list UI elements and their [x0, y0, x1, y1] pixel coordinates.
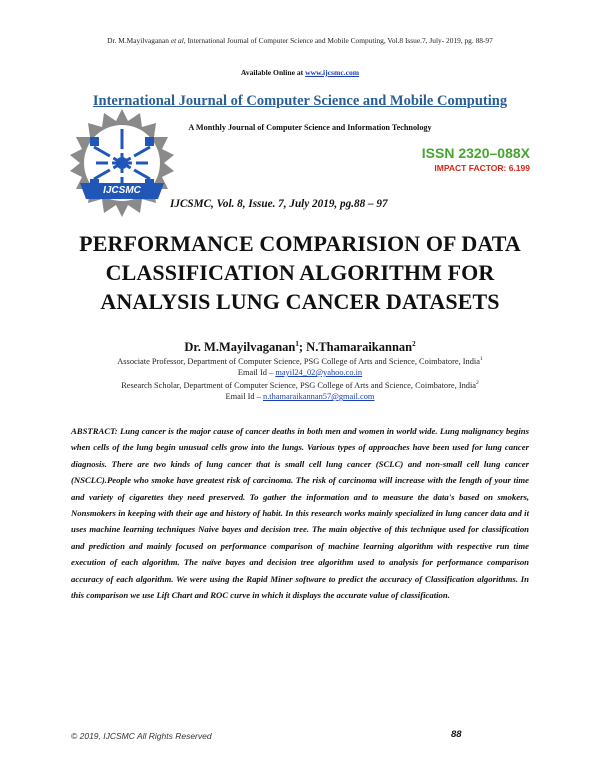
- volume-line: IJCSMC, Vol. 8, Issue. 7, July 2019, pg.88 – 97: [170, 198, 388, 210]
- copyright: © 2019, IJCSMC All Rights Reserved: [71, 731, 212, 741]
- author-line: [0, 340, 600, 355]
- email-1-line: [0, 368, 600, 377]
- running-head: [0, 36, 600, 45]
- author-2-sup: 2: [412, 340, 416, 348]
- paper-title-line-3: ANALYSIS LUNG CANCER DATASETS: [100, 289, 500, 314]
- affiliation-2-text: Research Scholar, Department of Computer Science, PSG College of Arts and Science, Coimbatore, India: [121, 380, 477, 390]
- running-head-citation: , International Journal of Computer Science and Mobile Computing, Vol.8 Issue.7, July- 2019, pg. 88-97: [183, 36, 493, 45]
- page-number: 88: [451, 729, 462, 740]
- available-prefix: Available Online at: [240, 68, 306, 77]
- running-head-etal: et al: [170, 36, 184, 45]
- journal-subtitle: A Monthly Journal of Computer Science and Information Technology: [188, 123, 432, 132]
- logo-text: IJCSMC: [103, 185, 141, 196]
- journal-name: International Journal of Computer Science and Mobile Computing: [92, 93, 508, 109]
- email-2-prefix: Email Id –: [225, 392, 263, 401]
- affiliation-1-sup: 1: [479, 356, 483, 362]
- author-1-sup: 1: [295, 340, 299, 348]
- email-1-prefix: Email Id –: [237, 368, 276, 377]
- journal-website-link[interactable]: www.ijcsmc.com: [305, 68, 360, 77]
- author-1: Dr. M.Mayilvaganan: [184, 340, 296, 355]
- affiliation-1-text: Associate Professor, Department of Computer Science, PSG College of Arts and Science, Coimbatore, India: [117, 356, 480, 366]
- author-2: N.Thamaraikannan: [306, 340, 413, 355]
- affiliation-2: [0, 380, 600, 390]
- paper-title-line-2: CLASSIFICATION ALGORITHM FOR: [105, 260, 495, 285]
- available-online: [0, 68, 600, 77]
- issn: ISSN 2320–088X: [421, 145, 530, 161]
- email-1-link[interactable]: mayil24_02@yahoo.co.in: [275, 368, 363, 377]
- paper-title-line-1: PERFORMANCE COMPARISION OF DATA: [79, 231, 521, 256]
- running-head-authors: Dr. M.Mayilvaganan: [107, 36, 171, 45]
- abstract: ABSTRACT: Lung cancer is the major cause of cancer deaths in both men and women in world wide. Lung malignancy begins when cells of the lung begin unusual cells grow into the lungs. Various types of approaches have been used for lung cancer diagnosis. There are two kinds of lung cancer that is small cell lung cancer (SCLC) and non-small cell lung cancer (NSCLC).People who smoke have greatest risk of carcinoma. The risk of carcinoma will increase with the length of your time and variety of cigarettes they need preserved. To gather the information and to measure the data's based on smokers, Nonsmokers in keeping with their age and history of habit. In this research works mainly specialized in lung cancer data and it uses machine learning techniques Naive bayes and decision tree. The main objective of this technique used for classification and prediction and mainly focused on performance comparison of machine learning algorithm with respective run time execution of each algorithm. The naïve bayes and decision tree algorithm used to analysis for performance comparison accuracy of each algorithm. We were using the Rapid Miner software to predict the accuracy of Classification algorithms. In this comparison we use Lift Chart and ROC curve in which it displays the accurate value of classification.: [71, 426, 529, 601]
- author-separator: ;: [298, 340, 307, 355]
- email-2-link[interactable]: n.thamaraikannan57@gmail.com: [263, 392, 375, 401]
- email-2-line: [0, 392, 600, 401]
- impact-factor: IMPACT FACTOR: 6.199: [434, 163, 530, 173]
- affiliation-2-sup: 2: [476, 380, 479, 386]
- affiliation-1: [0, 356, 600, 366]
